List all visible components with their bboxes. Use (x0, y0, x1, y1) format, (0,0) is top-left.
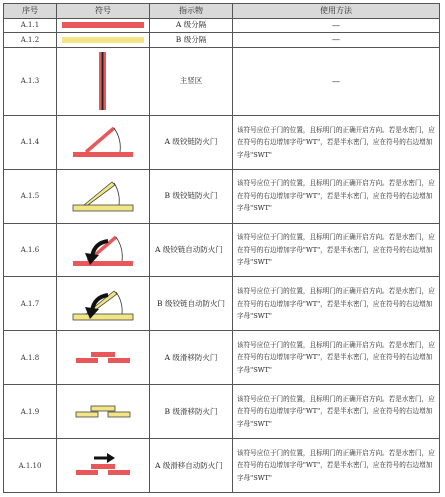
row-usage: 该符号应位于门的位置，且标明门的正确开启方向。若是水密门，应在符号的右边增加字母"WT"，若是半水密门，应在符号的右边增加字母"SWT" (233, 331, 440, 385)
header-name: 指示物 (150, 4, 233, 19)
row-usage: 该符号应位于门的位置，且标明门的正确开启方向。若是水密门，应在符号的右边增加字母"WT"，若是半水密门，应在符号的右边增加字母"SWT" (233, 277, 440, 331)
auto-sliding-door-a-icon (68, 450, 138, 482)
row-number: A.1.9 (4, 385, 57, 439)
table-row (4, 169, 440, 223)
yellow-bar-icon (58, 34, 148, 46)
hinged-door-b-icon (68, 176, 138, 216)
row-name: A 级分隔 (150, 18, 233, 33)
row-usage: 该符号应位于门的位置，且标明门的正确开启方向。若是水密门，应在符号的右边增加字母"WT"，若是半水密门，应在符号的右边增加字母"SWT" (233, 439, 440, 493)
row-name: A 级铰链自动防火门 (150, 223, 233, 277)
red-bar-icon (58, 19, 148, 31)
row-usage: — (233, 18, 440, 33)
table-row (4, 33, 440, 48)
table-row (4, 331, 440, 385)
symbol-cell (57, 18, 150, 33)
row-name: B 级铰链防火门 (150, 169, 233, 223)
symbol-cell (57, 277, 150, 331)
symbol-cell (57, 223, 150, 277)
row-name: B 级滑移防火门 (150, 385, 233, 439)
row-name: 主竖区 (150, 47, 233, 115)
symbol-cell (57, 385, 150, 439)
row-usage: 该符号应位于门的位置，且标明门的正确开启方向。若是水密门，应在符号的右边增加字母"WT"，若是半水密门，应在符号的右边增加字母"SWT" (233, 385, 440, 439)
self-closing-door-a-icon (68, 229, 138, 271)
symbol-cell (57, 439, 150, 493)
row-number: A.1.2 (4, 33, 57, 48)
table-row (4, 115, 440, 169)
row-number: A.1.7 (4, 277, 57, 331)
row-number: A.1.6 (4, 223, 57, 277)
symbol-cell (57, 33, 150, 48)
main-vertical-zone-icon (93, 50, 113, 112)
symbol-cell (57, 331, 150, 385)
row-usage: — (233, 47, 440, 115)
self-closing-door-b-icon (68, 283, 138, 325)
row-usage: 该符号应位于门的位置，且标明门的正确开启方向。若是水密门，应在符号的右边增加字母"WT"，若是半水密门，应在符号的右边增加字母"SWT" (233, 169, 440, 223)
table-row (4, 47, 440, 115)
table-row (4, 439, 440, 493)
table-header-row (4, 4, 440, 19)
sliding-door-a-icon (68, 346, 138, 370)
row-number: A.1.4 (4, 115, 57, 169)
row-name: B 级铰链自动防火门 (150, 277, 233, 331)
table-row (4, 385, 440, 439)
table-row (4, 277, 440, 331)
row-number: A.1.10 (4, 439, 57, 493)
row-number: A.1.8 (4, 331, 57, 385)
row-number: A.1.1 (4, 18, 57, 33)
row-usage: 该符号应位于门的位置，且标明门的正确开启方向。若是水密门，应在符号的右边增加字母"WT"，若是半水密门，应在符号的右边增加字母"SWT" (233, 115, 440, 169)
header-no: 序号 (4, 4, 57, 19)
row-name: A 级滑移自动防火门 (150, 439, 233, 493)
symbol-cell (57, 115, 150, 169)
table-row (4, 223, 440, 277)
row-name: A 级铰链防火门 (150, 115, 233, 169)
row-usage: — (233, 33, 440, 48)
row-name: A 级滑移防火门 (150, 331, 233, 385)
symbol-cell (57, 169, 150, 223)
header-usage: 使用方法 (233, 4, 440, 19)
row-name: B 级分隔 (150, 33, 233, 48)
symbol-cell (57, 47, 150, 115)
row-usage: 该符号应位于门的位置，且标明门的正确开启方向。若是水密门，应在符号的右边增加字母"WT"，若是半水密门，应在符号的右边增加字母"SWT" (233, 223, 440, 277)
sliding-door-b-icon (68, 400, 138, 424)
header-symbol: 符号 (57, 4, 150, 19)
hinged-door-a-icon (68, 122, 138, 162)
table-row (4, 18, 440, 33)
symbol-table (3, 3, 440, 493)
row-number: A.1.3 (4, 47, 57, 115)
row-number: A.1.5 (4, 169, 57, 223)
